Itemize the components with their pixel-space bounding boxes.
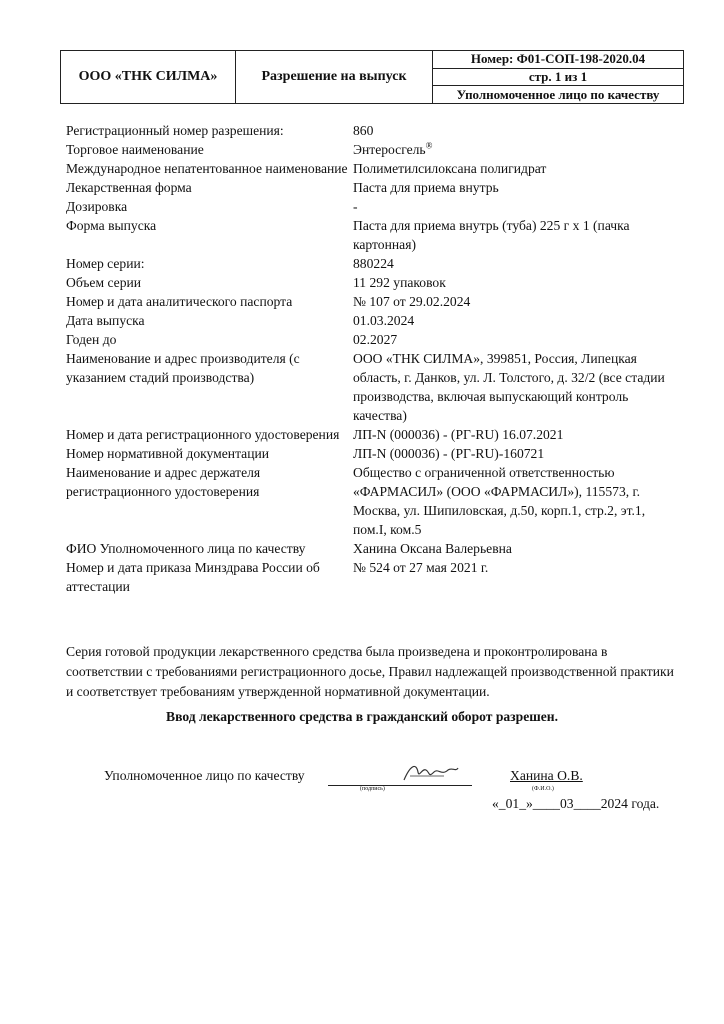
field-value-text: 01.03.2024 [353,313,415,328]
field-value-text: - [353,199,358,214]
field-label: Наименование и адрес держателя регистрационного удостоверения [66,465,261,499]
header-table [60,50,684,104]
field-value [353,311,676,330]
signature-line [328,785,472,786]
field-label: Номер и дата приказа Минздрава России об аттестации [66,560,320,594]
field-label: Годен до [66,332,117,347]
field-value-text: Общество с ограниченной ответственностью «ФАРМАСИЛ» (ООО «ФАРМАСИЛ»), 115573, г. Москва, ул. Шипиловская, д.50, корп.1, стр.2, эт.1, пом.I, ком.5 [353,465,646,537]
document-number: Номер: Ф01-СОП-198-2020.04 [470,51,646,67]
field-label: Торговое наименование [66,142,204,157]
field-row [66,178,676,197]
field-value [353,197,676,216]
field-value-text: ООО «ТНК СИЛМА», 399851, Россия, Липецкая область, г. Данков, ул. Л. Толстого, д. 32/2 (все стадии производства, включая выпускающий контроль качества) [353,351,665,423]
field-value [353,330,676,349]
field-value-text: 880224 [353,256,394,271]
field-row [66,292,676,311]
field-row [66,425,676,444]
field-label: ФИО Уполномоченного лица по качеству [66,541,306,556]
field-row [66,311,676,330]
field-value-text: Паста для приема внутрь (туба) 225 г х 1 (пачка картонная) [353,218,630,252]
field-value-text: № 107 от 29.02.2024 [353,294,471,309]
field-value [353,539,676,558]
field-value-text: Паста для приема внутрь [353,180,499,195]
signature-date: «_01_»____03____2024 года. [492,796,660,811]
field-value-text: 02.2027 [353,332,398,347]
field-row [66,159,676,178]
field-value [353,444,676,463]
responsible-role: Уполномоченное лицо по качеству [433,85,683,103]
name-caption: (Ф.И.О.) [532,786,554,792]
field-label: Номер и дата регистрационного удостоверения [66,427,340,442]
field-label: Номер и дата аналитического паспорта [66,294,293,309]
field-value [353,425,676,444]
field-row [66,463,676,539]
field-value [353,159,676,178]
field-value [353,558,676,596]
field-label: Дата выпуска [66,313,145,328]
field-label: Дозировка [66,199,128,214]
field-row [66,558,676,596]
document-title: Разрешение на выпуск [236,51,433,103]
field-label: Форма выпуска [66,218,157,233]
signature-caption: (подпись) [360,786,385,792]
statement-paragraph: Серия готовой продукции лекарственного средства была произведена и проконтролирована в соответствии с требованиями регистрационного досье, Правил надлежащей производственной практики и соответствует требованиям утвержденной нормативной документации. [66,644,674,699]
field-label: Международное непатентованное наименование [66,161,348,176]
field-label: Объем серии [66,275,142,290]
field-row [66,349,676,425]
field-list [66,121,676,596]
field-value-text: Ханина Оксана Валерьевна [353,541,512,556]
field-value [353,273,676,292]
field-value-text: ЛП-N (000036) - (РГ-RU)-160721 [353,446,545,461]
field-row [66,254,676,273]
field-value [353,349,676,425]
field-value-text: Энтеросгель [353,142,426,157]
field-value [353,463,676,539]
field-row [66,121,676,140]
signature-mark [400,758,460,786]
field-label: Регистрационный номер разрешения: [66,123,284,138]
registered-mark: ® [425,140,433,151]
field-row [66,539,676,558]
page-number: стр. 1 из 1 [433,68,683,86]
header-meta [433,51,683,103]
field-label: Наименование и адрес производителя (с указанием стадий производства) [66,351,300,385]
field-label: Номер серии: [66,256,145,271]
field-label: Номер нормативной документации [66,446,270,461]
field-value [353,121,676,140]
field-value [353,254,676,273]
field-value [353,216,676,254]
field-row [66,273,676,292]
field-label: Лекарственная форма [66,180,192,195]
field-value [353,140,676,159]
signatory-name: Ханина О.В. [510,768,583,783]
field-value-text: ЛП-N (000036) - (РГ-RU) 16.07.2021 [353,427,564,442]
field-value-text: № 524 от 27 мая 2021 г. [353,560,489,575]
release-note: Ввод лекарственного средства в гражданский оборот разрешен. [166,709,558,724]
field-value [353,292,676,311]
field-row [66,330,676,349]
field-value-text: Полиметилсилоксана полигидрат [353,161,547,176]
field-row [66,197,676,216]
field-value-text: 860 [353,123,374,138]
field-value [353,178,676,197]
field-row [66,140,676,159]
company-name: ООО «ТНК СИЛМА» [61,51,236,103]
field-row [66,216,676,254]
signature-label: Уполномоченное лицо по качеству [104,768,305,783]
field-value-text: 11 292 упаковок [353,275,446,290]
field-row [66,444,676,463]
